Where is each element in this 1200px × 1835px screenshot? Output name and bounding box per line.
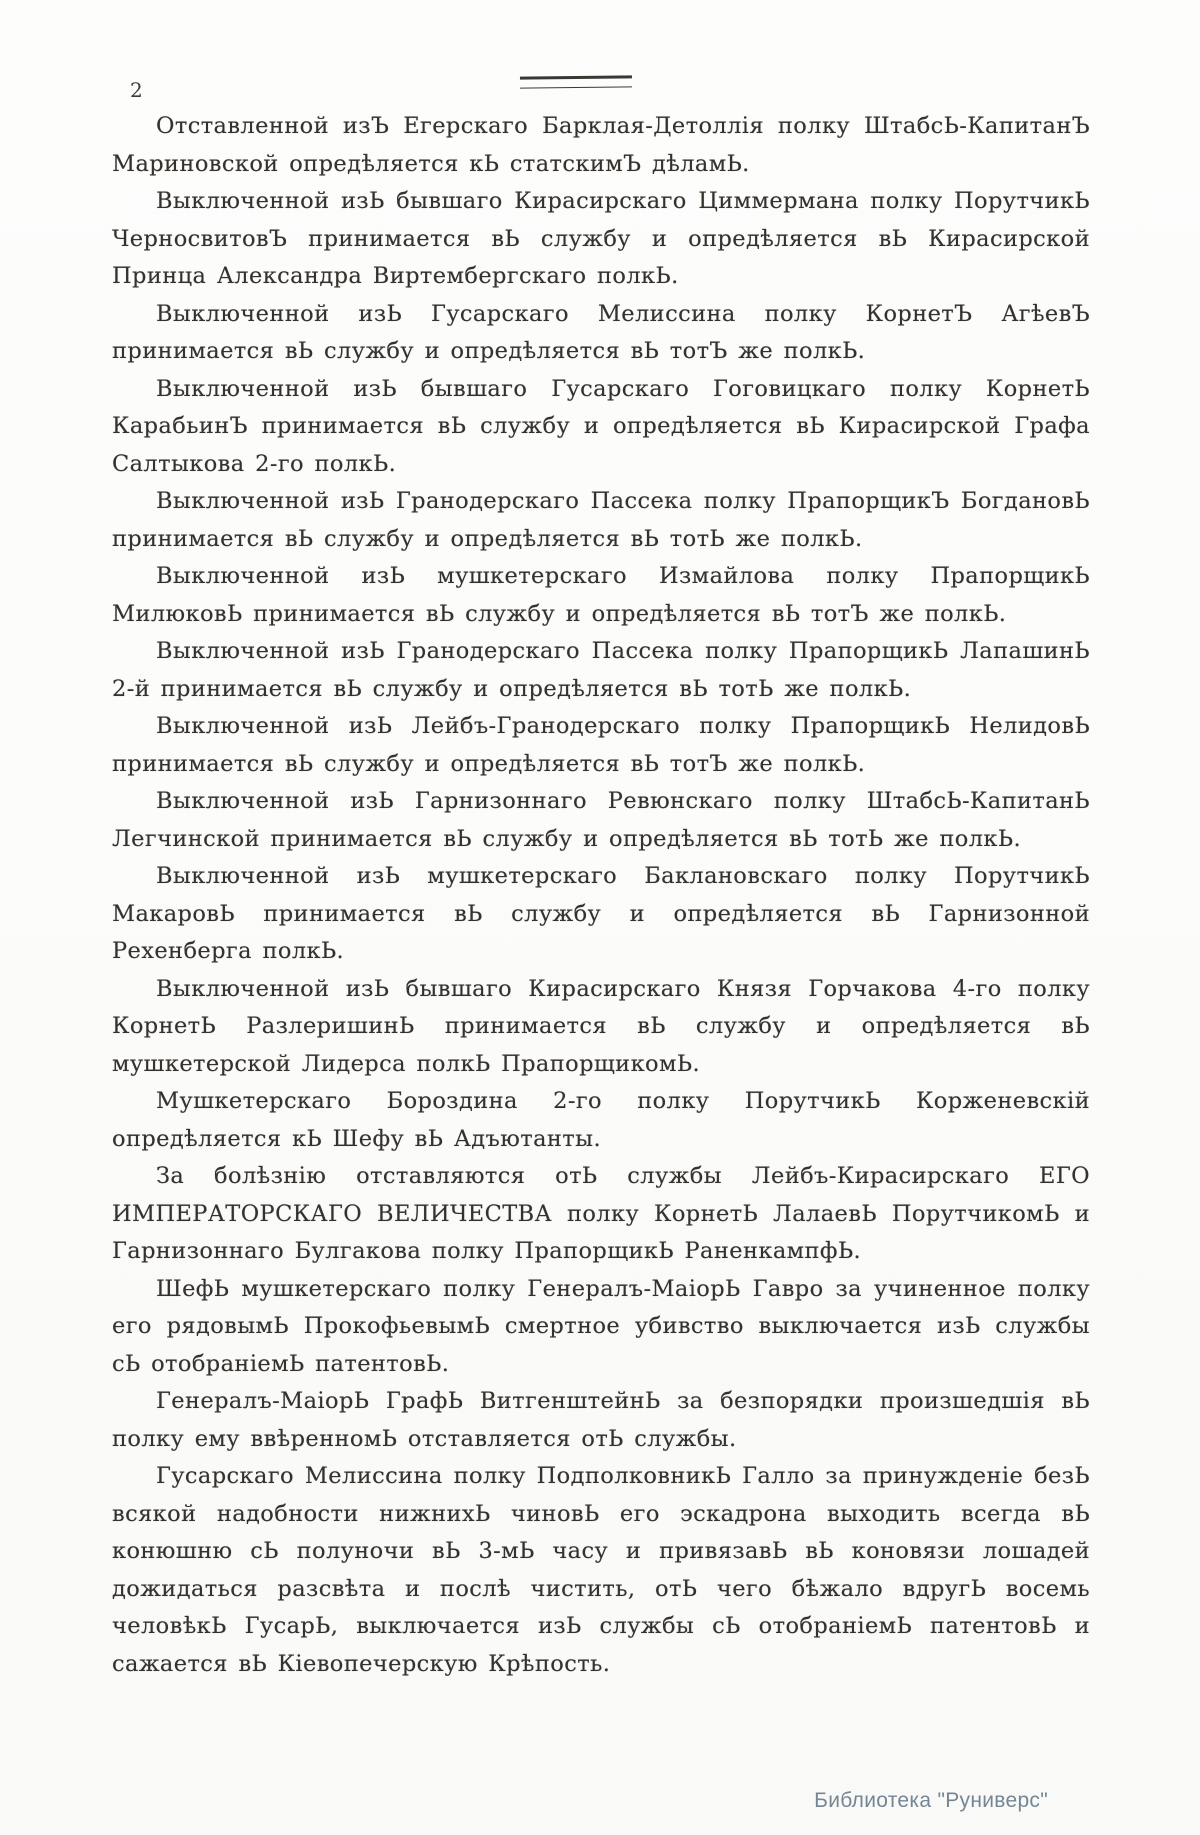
paragraph: Выключенной изЬ Гранодерскаго Пассека полку ПрапорщикЪ БогдановЬ принимается вЬ службу и опредѣляется вЬ тотЬ же полкЬ.	[112, 488, 1090, 552]
paragraph: Выключенной изЬ бывшаго Гусарскаго Гоговицкаго полку КорнетЬ КарабьинЪ принимается вЬ службу и опредѣляется вЬ Кирасирской Графа Салтыкова 2-го полкЬ.	[112, 375, 1090, 477]
paragraph: Гусарскаго Мелиссина полку ПодполковникЬ Галло за принужденіе безЬ всякой надобности нижнихЬ чиновЬ его эскадрона выходить всегда вЬ конюшню сЬ полуночи вЬ 3-мЬ часу и привязавЬ вЬ коновязи лошадей дожидаться разсвѣта и послѣ чистить, отЬ чего бѣжало вдругЬ восемь человѣкЬ ГусарЬ, выключается изЬ службы сЬ отобраніемЬ патентовЬ и сажается вЬ Кіевопечерскую Крѣпость.	[112, 1463, 1090, 1677]
paragraph: Генералъ-МаіорЬ ГрафЬ ВитгенштейнЬ за безпорядки произшедшія вЬ полку ему ввѣренномЬ отставляется отЬ службы.	[112, 1388, 1090, 1452]
paragraph: Выключенной изЬ Гарнизоннаго Ревюнскаго полку ШтабсЬ-КапитанЬ Легчинской принимается вЬ службу и опредѣляется вЬ тотЬ же полкЬ.	[112, 788, 1090, 852]
paragraph: Выключенной изЬ бывшаго Кирасирскаго Циммермана полку ПорутчикЬ ЧерносвитовЪ принимается вЬ службу и опредѣляется вЬ Кирасирской Принца Александра Виртембергскаго полкЬ.	[112, 188, 1090, 289]
page-number: 2	[130, 78, 143, 102]
paragraph: Выключенной изЬ мушкетерскаго Баклановскаго полку ПорутчикЬ МакаровЬ принимается вЬ службу и опредѣляется вЬ Гарнизонной Рехенберга полкЬ.	[112, 863, 1090, 964]
header-double-rule	[520, 75, 632, 88]
paragraph: Мушкетерскаго Бороздина 2-го полку ПорутчикЬ Корженевскій опредѣляется кЬ Шефу вЬ Адъютанты.	[112, 1088, 1090, 1152]
paragraph: Отставленной изЪ Егерскаго Барклая-Детоллія полку ШтабсЬ-КапитанЪ Мариновской опредѣляется кЬ статскимЪ дѣламЬ.	[112, 113, 1090, 177]
paragraph: Выключенной изЬ мушкетерскаго Измайлова полку ПрапорщикЬ МилюковЬ принимается вЬ службу и опредѣляется вЬ тотЪ же полкЬ.	[112, 563, 1090, 627]
document-body	[112, 108, 1090, 1683]
paragraph: Выключенной изЬ Гранодерскаго Пассека полку ПрапорщикЬ ЛапашинЬ 2-й принимается вЬ службу и опредѣляется вЬ тотЬ же полкЬ.	[112, 638, 1090, 702]
paragraph: Выключенной изЬ бывшаго Кирасирскаго Князя Горчакова 4-го полку КорнетЬ РазлеришинЬ принимается вЬ службу и опредѣляется вЬ мушкетерской Лидерса полкЬ ПрапорщикомЬ.	[112, 975, 1090, 1077]
paragraph: Выключенной изЬ Гусарскаго Мелиссина полку КорнетЪ АгѣевЪ принимается вЬ службу и опредѣляется вЬ тотЪ же полкЬ.	[112, 300, 1090, 364]
library-watermark: Библиотека "Руниверс"	[814, 1789, 1048, 1812]
paragraph: ШефЬ мушкетерскаго полку Генералъ-МаіорЬ Гавро за учиненное полку его рядовымЬ ПрокофьевымЬ смертное убивство выключается изЬ службы сЬ отобраніемЬ патентовЬ.	[112, 1275, 1090, 1377]
paragraph: Выключенной изЬ Лейбъ-Гранодерскаго полку ПрапорщикЬ НелидовЬ принимается вЬ службу и опредѣляется вЬ тотЪ же полкЬ.	[112, 713, 1090, 777]
paragraph: За болѣзнію отставляются отЬ службы Лейбъ-Кирасирскаго ЕГО ИМПЕРАТОРСКАГО ВЕЛИЧЕСТВА полку КорнетЬ ЛалаевЬ ПорутчикомЬ и Гарнизоннаго Булгакова полку ПрапорщикЬ РаненкампфЬ.	[112, 1163, 1090, 1264]
